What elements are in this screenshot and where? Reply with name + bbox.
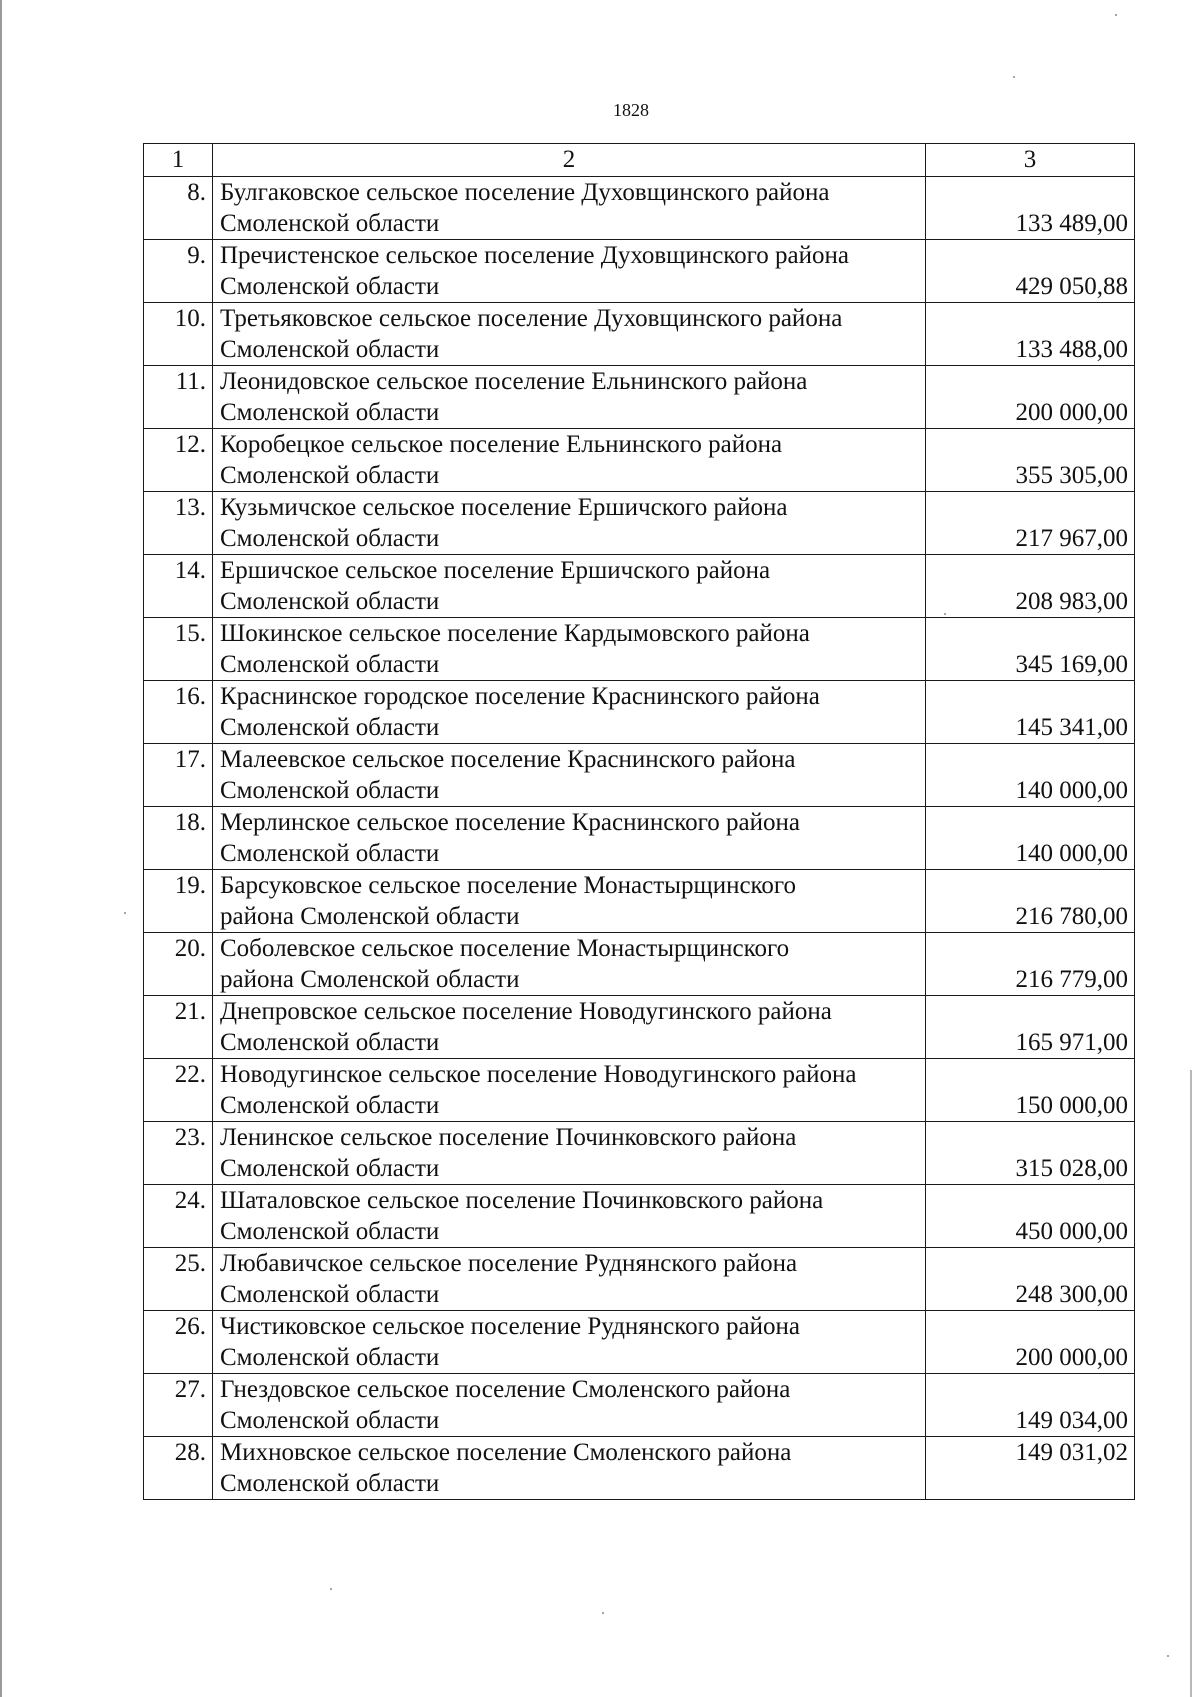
table-row — [144, 933, 1135, 996]
row-number: 17. — [144, 744, 213, 807]
amount: 315 028,00 — [926, 1122, 1135, 1185]
settlement-name-line-1: Мерлинское сельское поселение Краснинского района — [220, 809, 801, 836]
amount: 165 971,00 — [926, 996, 1135, 1059]
settlement-name-line-1: Барсуковское сельское поселение Монастырщинского — [220, 872, 797, 899]
settlement-name-line-2: Смоленской области — [220, 399, 440, 426]
table-row — [144, 870, 1135, 933]
settlement-name-line-1: Пречистенское сельское поселение Духовщинского района — [220, 242, 849, 269]
scan-speck — [330, 1588, 332, 1590]
table-row — [144, 177, 1135, 240]
settlement-name — [213, 1311, 926, 1374]
settlement-name — [213, 681, 926, 744]
settlement-name-line-2: Смоленской области — [220, 273, 440, 300]
settlement-name-line-1: Малеевское сельское поселение Краснинского района — [220, 746, 796, 773]
settlement-name-line-1: Булгаковское сельское поселение Духовщинского района — [220, 179, 830, 206]
settlement-name — [213, 996, 926, 1059]
row-number: 27. — [144, 1374, 213, 1437]
amount: 150 000,00 — [926, 1059, 1135, 1122]
settlement-name — [213, 870, 926, 933]
settlement-name-line-1: Шаталовское сельское поселение Починковского района — [220, 1187, 824, 1214]
column-header-3: 3 — [926, 144, 1135, 177]
row-number: 13. — [144, 492, 213, 555]
settlement-name-line-2: Смоленской области — [220, 1344, 440, 1371]
settlement-name — [213, 744, 926, 807]
table-row — [144, 1185, 1135, 1248]
settlement-name-line-2: Смоленской области — [220, 651, 440, 678]
row-number: 18. — [144, 807, 213, 870]
amount: 149 034,00 — [926, 1374, 1135, 1437]
column-header-1: 1 — [144, 144, 213, 177]
settlement-name-line-2: района Смоленской области — [220, 966, 520, 993]
row-number: 14. — [144, 555, 213, 618]
settlement-name — [213, 1059, 926, 1122]
scan-speck — [1115, 14, 1117, 16]
settlement-name — [213, 618, 926, 681]
amount: 345 169,00 — [926, 618, 1135, 681]
settlement-name-line-2: Смоленской области — [220, 336, 440, 363]
settlement-name — [213, 1122, 926, 1185]
row-number: 15. — [144, 618, 213, 681]
table-row — [144, 555, 1135, 618]
table-row — [144, 807, 1135, 870]
settlement-name-line-1: Днепровское сельское поселение Новодугинского района — [220, 998, 832, 1025]
settlement-name-line-2: Смоленской области — [220, 588, 440, 615]
table-header-row — [144, 144, 1135, 177]
table-row — [144, 429, 1135, 492]
settlement-name-line-2: Смоленской области — [220, 1407, 440, 1434]
settlement-name-line-2: Смоленской области — [220, 1029, 440, 1056]
settlement-name-line-1: Новодугинское сельское поселение Новодугинского района — [220, 1061, 857, 1088]
table-row — [144, 1248, 1135, 1311]
settlement-name-line-2: Смоленской области — [220, 1281, 440, 1308]
settlement-name-line-1: Михновское сельское поселение Смоленского района — [220, 1439, 792, 1466]
settlement-name-line-1: Коробецкое сельское поселение Ельнинского района — [220, 431, 783, 458]
settlement-name — [213, 1374, 926, 1437]
row-number: 9. — [144, 240, 213, 303]
table-row — [144, 1059, 1135, 1122]
row-number: 10. — [144, 303, 213, 366]
settlement-name-line-1: Шокинское сельское поселение Кардымовского района — [220, 620, 810, 647]
settlement-name-line-2: Смоленской области — [220, 714, 440, 741]
table-row — [144, 1437, 1135, 1500]
scan-speck — [944, 613, 946, 615]
table-row — [144, 1311, 1135, 1374]
amount: 200 000,00 — [926, 1311, 1135, 1374]
row-number: 11. — [144, 366, 213, 429]
amount: 216 779,00 — [926, 933, 1135, 996]
amount: 217 967,00 — [926, 492, 1135, 555]
settlement-name — [213, 1248, 926, 1311]
settlement-name-line-1: Ершичское сельское поселение Ершичского района — [220, 557, 771, 584]
settlement-name-line-1: Третьяковское сельское поселение Духовщинского района — [220, 305, 843, 332]
settlement-name-line-1: Краснинское городское поселение Краснинского района — [220, 683, 820, 710]
settlement-name-line-1: Леонидовское сельское поселение Ельнинского района — [220, 368, 808, 395]
settlement-name-line-2: Смоленской области — [220, 462, 440, 489]
table-row — [144, 366, 1135, 429]
settlement-name-line-2: Смоленской области — [220, 1155, 440, 1182]
table-row — [144, 303, 1135, 366]
row-number: 24. — [144, 1185, 213, 1248]
scan-speck — [602, 1612, 604, 1614]
amount: 450 000,00 — [926, 1185, 1135, 1248]
amount: 208 983,00 — [926, 555, 1135, 618]
settlement-name — [213, 429, 926, 492]
settlement-name-line-1: Соболевское сельское поселение Монастырщинского — [220, 935, 790, 962]
row-number: 22. — [144, 1059, 213, 1122]
amount: 200 000,00 — [926, 366, 1135, 429]
settlement-name-line-2: Смоленской области — [220, 777, 440, 804]
amount: 355 305,00 — [926, 429, 1135, 492]
settlement-name-line-1: Ленинское сельское поселение Починковского района — [220, 1124, 797, 1151]
row-number: 20. — [144, 933, 213, 996]
row-number: 16. — [144, 681, 213, 744]
amount: 145 341,00 — [926, 681, 1135, 744]
settlement-name-line-2: Смоленской области — [220, 1218, 440, 1245]
settlement-name — [213, 303, 926, 366]
amount: 429 050,88 — [926, 240, 1135, 303]
table-row — [144, 492, 1135, 555]
page-number: 1828 — [613, 100, 649, 120]
settlement-name — [213, 177, 926, 240]
amount: 140 000,00 — [926, 807, 1135, 870]
row-number: 25. — [144, 1248, 213, 1311]
table-row — [144, 1374, 1135, 1437]
settlement-name-line-1: Любавичское сельское поселение Руднянского района — [220, 1250, 798, 1277]
settlement-name-line-1: Гнездовское сельское поселение Смоленского района — [220, 1376, 791, 1403]
settlement-name — [213, 555, 926, 618]
settlement-name-line-2: Смоленской области — [220, 525, 440, 552]
table-row — [144, 1122, 1135, 1185]
row-number: 26. — [144, 1311, 213, 1374]
table-row — [144, 744, 1135, 807]
scan-speck — [1013, 76, 1015, 78]
settlement-name-line-2: Смоленской области — [220, 210, 440, 237]
settlement-name-line-1: Кузьмичское сельское поселение Ершичского района — [220, 494, 788, 521]
row-number: 19. — [144, 870, 213, 933]
scan-right-edge — [1190, 1070, 1192, 1697]
row-number: 8. — [144, 177, 213, 240]
scan-speck — [124, 912, 126, 914]
row-number: 21. — [144, 996, 213, 1059]
row-number: 28. — [144, 1437, 213, 1500]
settlement-name — [213, 1437, 926, 1500]
table-body — [144, 144, 1135, 1500]
scan-left-edge — [0, 0, 2, 1697]
table-row — [144, 681, 1135, 744]
settlement-name-line-1: Чистиковское сельское поселение Руднянского района — [220, 1313, 800, 1340]
settlement-name-line-2: Смоленской области — [220, 1092, 440, 1119]
column-header-2: 2 — [213, 144, 926, 177]
table-row — [144, 240, 1135, 303]
amount: 133 488,00 — [926, 303, 1135, 366]
amount: 216 780,00 — [926, 870, 1135, 933]
settlement-name — [213, 933, 926, 996]
settlement-name-line-2: Смоленской области — [220, 1470, 440, 1497]
amount: 133 489,00 — [926, 177, 1135, 240]
settlement-name — [213, 366, 926, 429]
table-row — [144, 618, 1135, 681]
amount: 149 031,02 — [926, 1437, 1135, 1500]
amount: 248 300,00 — [926, 1248, 1135, 1311]
row-number: 23. — [144, 1122, 213, 1185]
table-row — [144, 996, 1135, 1059]
settlement-name — [213, 492, 926, 555]
scan-speck — [1167, 1655, 1169, 1657]
allocation-table — [143, 143, 1135, 1500]
amount: 140 000,00 — [926, 744, 1135, 807]
settlement-name-line-2: района Смоленской области — [220, 903, 520, 930]
settlement-name — [213, 240, 926, 303]
settlement-name-line-2: Смоленской области — [220, 840, 440, 867]
settlement-name — [213, 1185, 926, 1248]
settlement-name — [213, 807, 926, 870]
row-number: 12. — [144, 429, 213, 492]
